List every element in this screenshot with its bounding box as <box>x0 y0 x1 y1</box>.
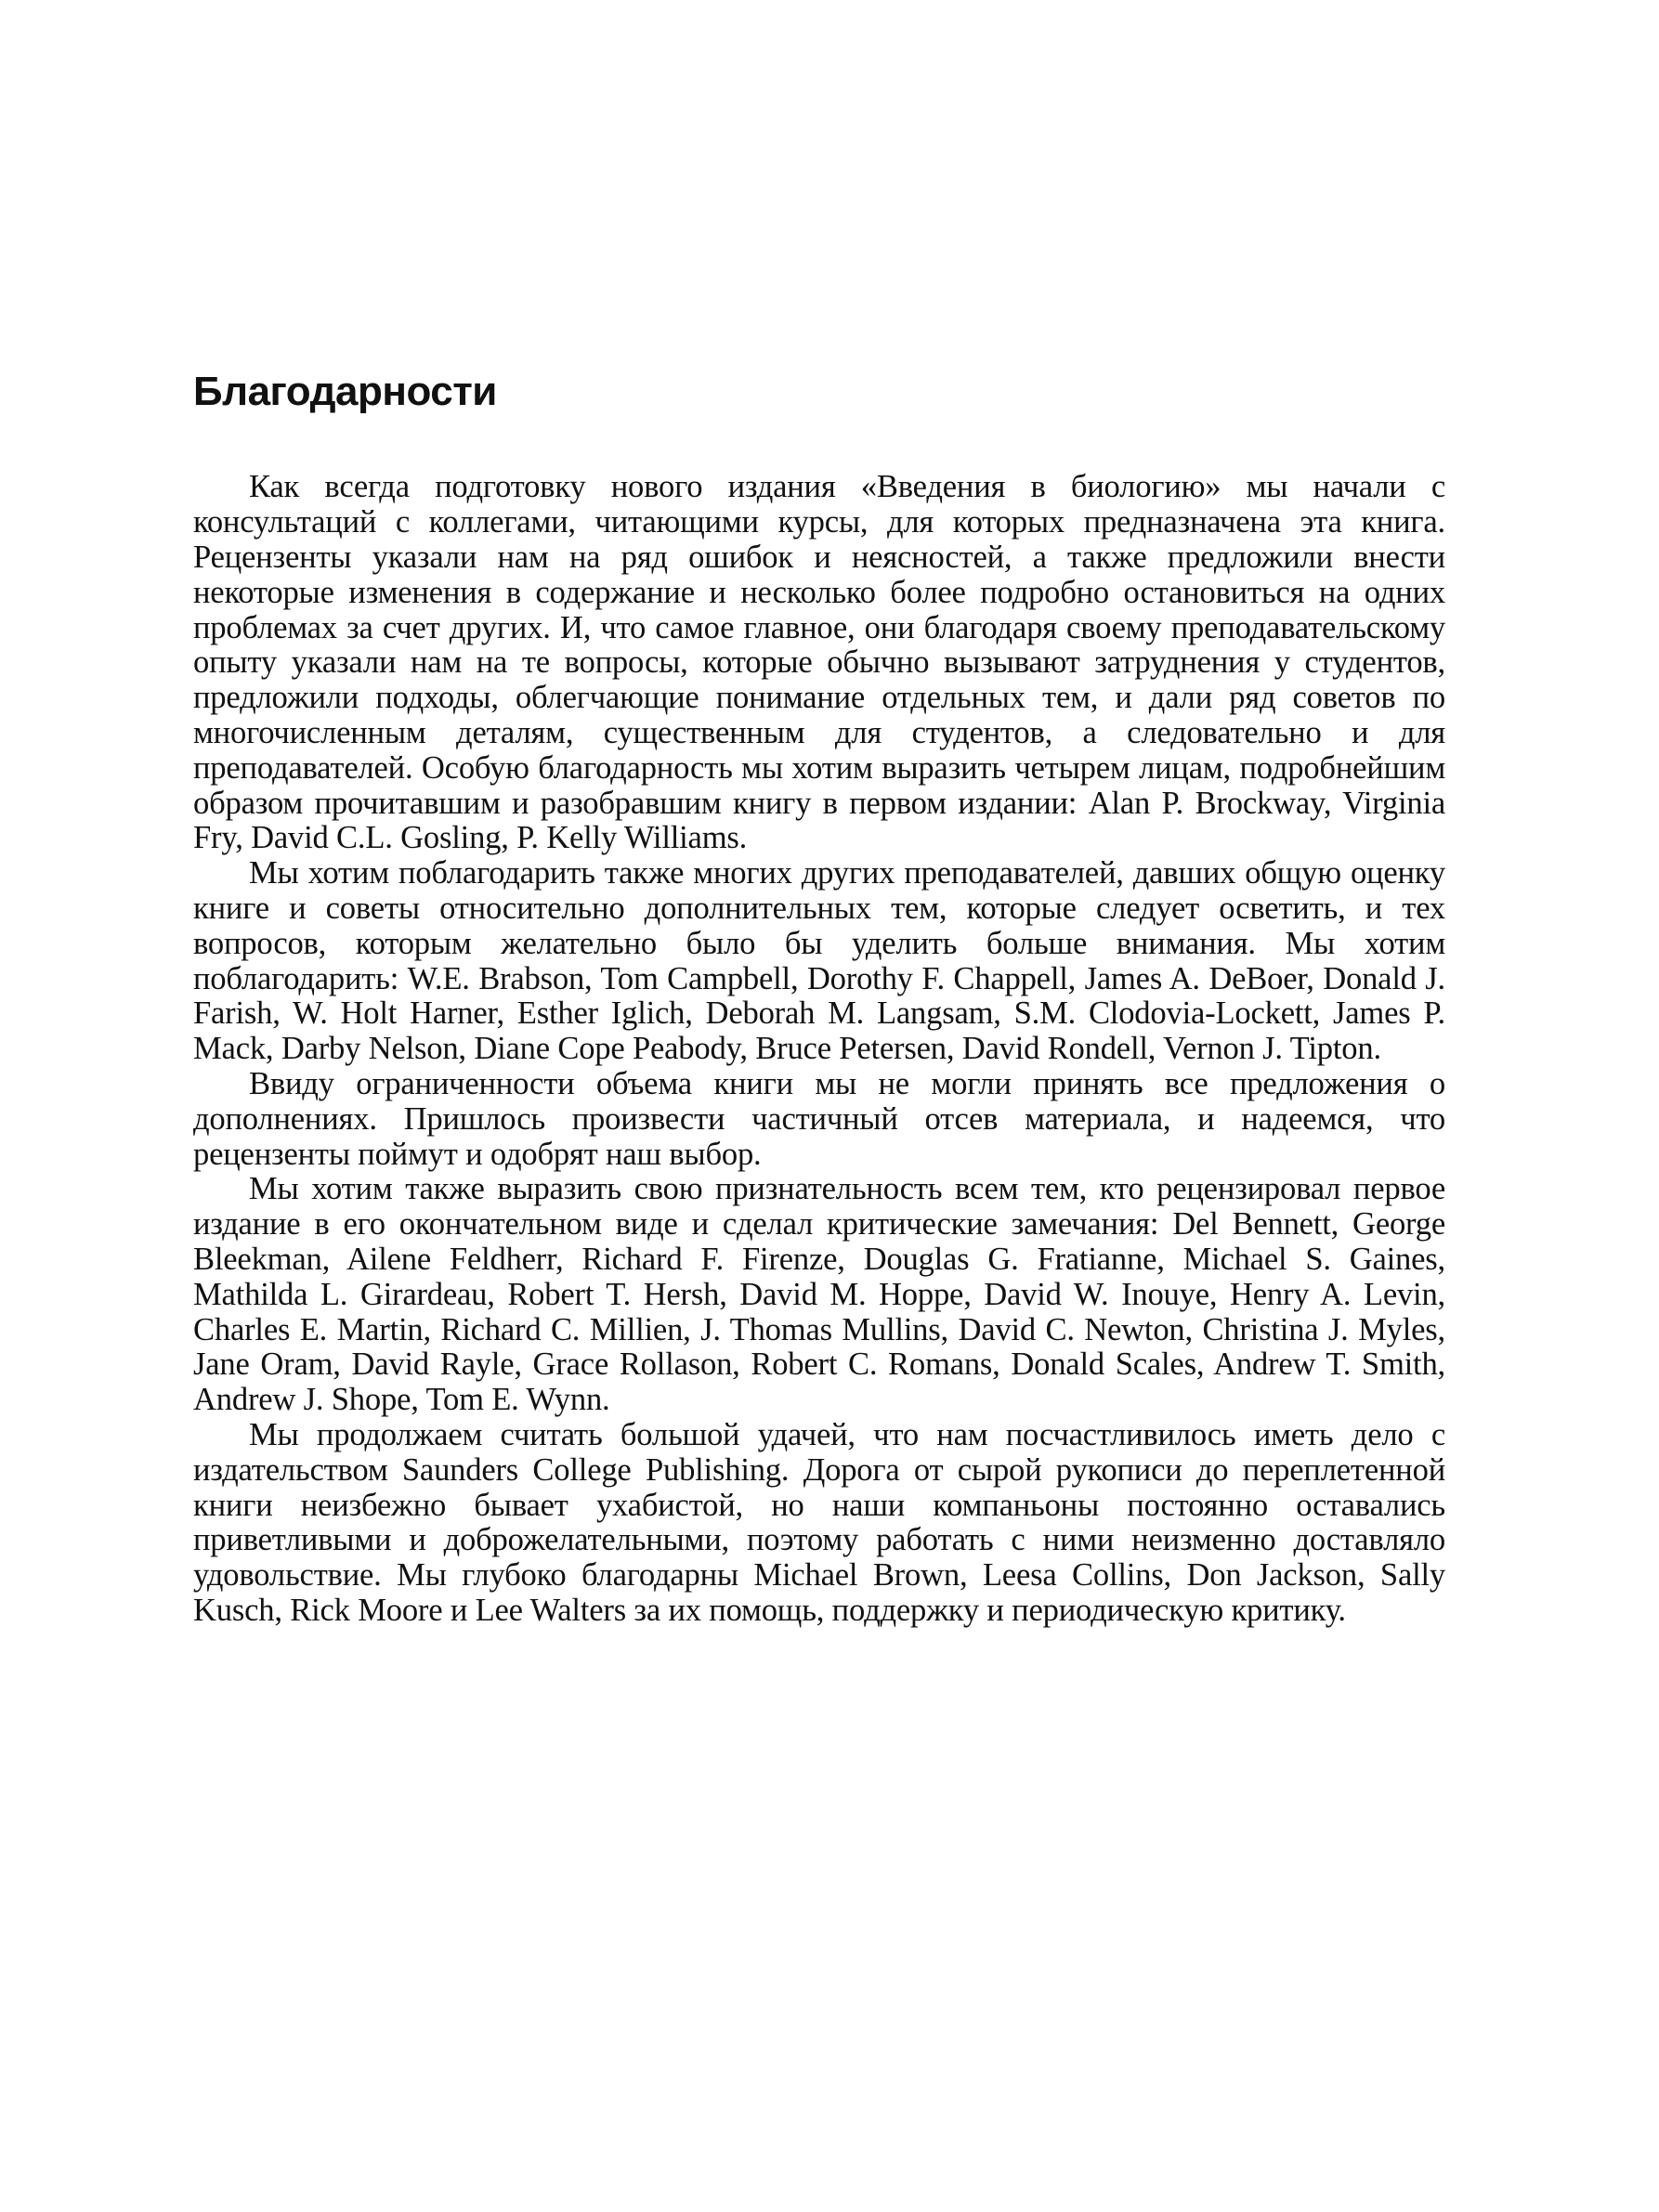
page-title: Благодарности <box>193 369 497 414</box>
document-body <box>193 370 1445 1629</box>
paragraph-limited-volume: Ввиду ограниченности объема книги мы не могли принять все предложения о дополнениях. Пришлось произвести частичный отсев материала, и надеемся, что рецензенты поймут и одобрят наш выбор. <box>193 1065 1445 1172</box>
paragraph-publisher-thanks: Мы продолжаем считать большой удачей, что нам посчастливилось иметь дело с издательством Saunders College Publishing. Дорога от сырой рукописи до переплетенной книги неизбежно бывает ухабистой, но наши компаньоны постоянно оставались приветливыми и доброжелательными, поэтому работать с ними неизменно доставляло удовольствие. Мы глубоко благодарны Michael Brown, Leesa Collins, Don Jackson, Sally Kusch, Rick Moore и Lee Walters за их помощь, поддержку и периодическую критику. <box>193 1416 1445 1628</box>
paragraph-first-edition-reviewers: Мы хотим также выразить свою признательность всем тем, кто рецензировал первое издание в его окончательном виде и сделал критические замечания: Del Bennett, George Bleekman, Ailene Feldherr, Richard F. Firenze, Douglas G. Fratianne, Michael S. Gaines, Mathilda L. Girardeau, Robert T. Hersh, David M. Hoppe, David W. Inouye, Henry A. Levin, Charles E. Martin, Richard C. Millien, J. Thomas Mullins, David C. Newton, Christina J. Myles, Jane Oram, David Rayle, Grace Rollason, Robert C. Romans, Donald Scales, Andrew T. Smith, Andrew J. Shope, Tom E. Wynn. <box>193 1171 1445 1418</box>
paragraph-consultations: Как всегда подготовку нового издания «Введения в биологию» мы начали с консультаций с коллегами, читающими курсы, для которых предназначена эта книга. Рецензенты указали нам на ряд ошибок и неясностей, а также предложили внести некоторые изменения в содержание и несколько более подробно остановиться на одних проблемах за счет других. И, что самое главное, они благодаря своему преподавательскому опыту указали нам на те вопросы, которые обычно вызывают затруднения у студентов, предложили подходы, облегчающие понимание отдельных тем, и дали ряд советов по многочисленным деталям, существенным для студентов, а следовательно и для преподавателей. Особую благодарность мы хотим выразить четырем лицам, подробнейшим образом прочитавшим и разобравшим книгу в первом издании: Alan P. Brockway, Virginia Fry, David C.L. Gosling, P. Kelly Williams. <box>193 469 1445 856</box>
paragraph-other-teachers: Мы хотим поблагодарить также многих других преподавателей, давших общую оценку книге и советы относительно дополнительных тем, которые следует осветить, и тех вопросов, которым желательно было бы уделить больше внимания. Мы хотим поблагодарить: W.E. Brabson, Tom Campbell, Dorothy F. Chappell, James A. DeBoer, Donald J. Farish, W. Holt Harner, Esther Iglich, Deborah M. Langsam, S.M. Clodovia-Lockett, James P. Mack, Darby Nelson, Diane Cope Peabody, Bruce Petersen, David Rondell, Vernon J. Tipton. <box>193 855 1445 1067</box>
